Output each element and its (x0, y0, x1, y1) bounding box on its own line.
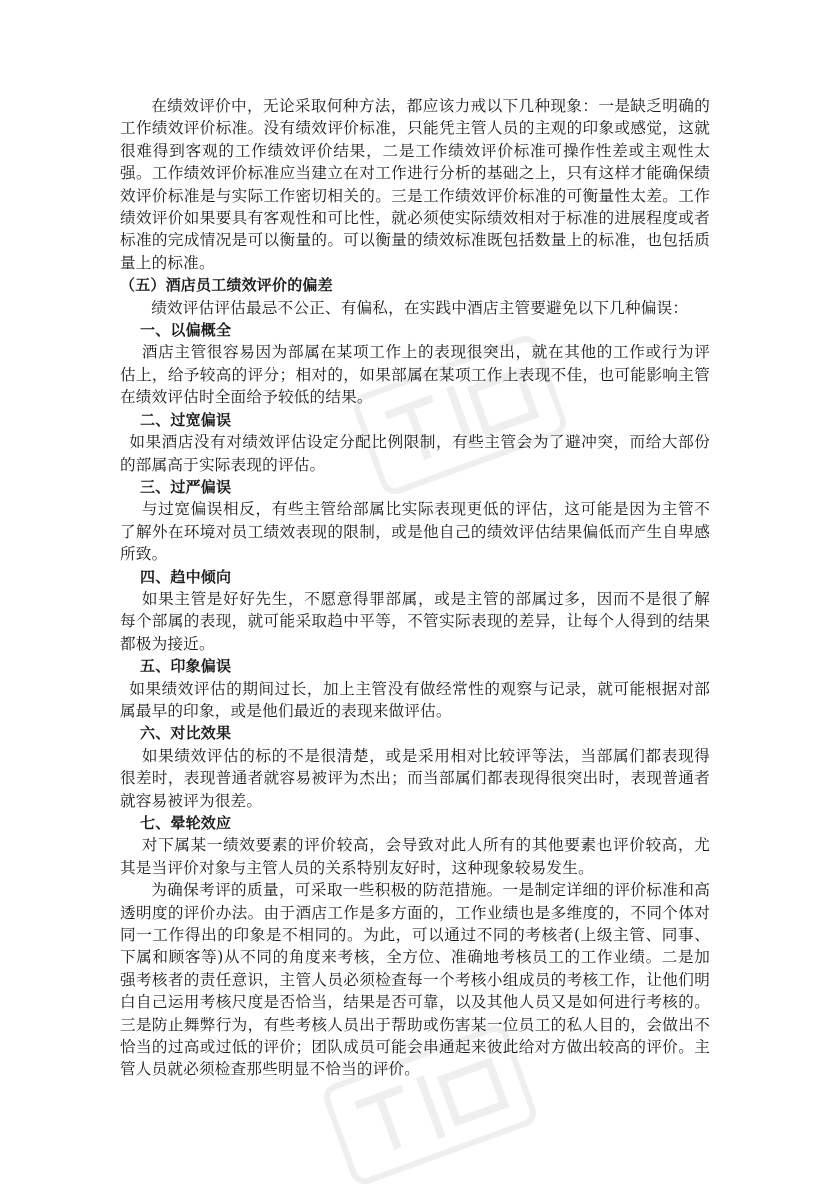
paragraph: 如果绩效评估的期间过长，加上主管没有做经常性的观察与记录，就可能根据对部属最早的印象，或是他们最近的表现来做评估。 (120, 679, 710, 720)
document-body (120, 95, 710, 1081)
subsection-heading: 二、过宽偏误 (140, 410, 232, 429)
subsection-heading: 一、以偏概全 (140, 321, 232, 340)
paragraph: 绩效评估评估最忌不公正、有偏私，在实践中酒店主管要避免以下几种偏误： (151, 298, 689, 317)
subsection-heading: 六、对比效果 (140, 724, 232, 743)
paragraph: 与过宽偏误相反，有些主管给部属比实际表现更低的评估，这可能是因为主管不了解外在环境对员工绩效表现的限制，或是他自己的绩效评估结果偏低而产生自卑感所致。 (120, 500, 710, 564)
section-heading: （五）酒店员工绩效评价的偏差 (120, 276, 333, 295)
paragraph: 酒店主管很容易因为部属在某项工作上的表现很突出，就在其他的工作或行为评估上，给予较高的评分；相对的，如果部属在某项工作上表现不佳，也可能影响主管在绩效评估时全面给予较低的结果。 (120, 343, 710, 407)
subsection-heading: 四、趋中倾向 (140, 567, 232, 586)
paragraph: 对下属某一绩效要素的评价较高，会导致对此人所有的其他要素也评价较高，尤其是当评价对象与主管人员的关系特别友好时，这种现象较易发生。 (120, 836, 710, 877)
subsection-heading: 五、印象偏误 (140, 657, 232, 676)
paragraph: 如果绩效评估的标的不是很清楚，或是采用相对比较评等法，当部属们都表现得很差时，表现普通者就容易被评为杰出；而当部属们都表现得很突出时，表现普通者就容易被评为很差。 (120, 746, 710, 810)
paragraph: 在绩效评价中，无论采取何种方法，都应该力戒以下几种现象：一是缺乏明确的工作绩效评价标准。没有绩效评价标准，只能凭主管人员的主观的印象或感觉，这就很难得到客观的工作绩效评价结果，二是工作绩效评价标准可操作性差或主观性太强。工作绩效评价标准应当建立在对工作进行分析的基础之上，只有这样才能确保绩效评价标准是与实际工作密切相关的。三是工作绩效评价标准的可衡量性太差。工作绩效评价如果要具有客观性和可比性，就必须使实际绩效相对于标准的进展程度或者标准的完成情况是可以衡量的。可以衡量的绩效标准既包括数量上的标准，也包括质量上的标准。 (120, 97, 710, 272)
paragraph: 为确保考评的质量，可采取一些积极的防范措施。一是制定详细的评价标准和高透明度的评价办法。由于酒店工作是多方面的，工作业绩也是多维度的，不同个体对同一工作得出的印象是不相同的。为此，可以通过不同的考核者(上级主管、同事、下属和顾客等)从不同的角度来考核，全方位、准确地考核员工的工作业绩。二是加强考核者的责任意识，主管人员必须检查每一个考核小组成员的考核工作，让他们明白自己运用考核尺度是否恰当，结果是否可靠，以及其他人员又是如何进行考核的。三是防止舞弊行为，有些考核人员出于帮助或伤害某一位员工的私人目的，会做出不恰当的过高或过低的评价；团队成员可能会串通起来彼此给对方做出较高的评价。主管人员就必须检查那些明显不恰当的评价。 (120, 881, 710, 1079)
paragraph: 如果酒店没有对绩效评估设定分配比例限制，有些主管会为了避冲突，而给大部份的部属高于实际表现的评估。 (120, 433, 710, 474)
subsection-heading: 七、晕轮效应 (140, 814, 232, 832)
subsection-heading: 三、过严偏误 (140, 477, 232, 496)
paragraph: 如果主管是好好先生，不愿意得罪部属，或是主管的部属过多，因而不是很了解每个部属的表现，就可能采取趋中平等，不管实际表现的差异，让每个人得到的结果都极为接近。 (120, 589, 710, 653)
